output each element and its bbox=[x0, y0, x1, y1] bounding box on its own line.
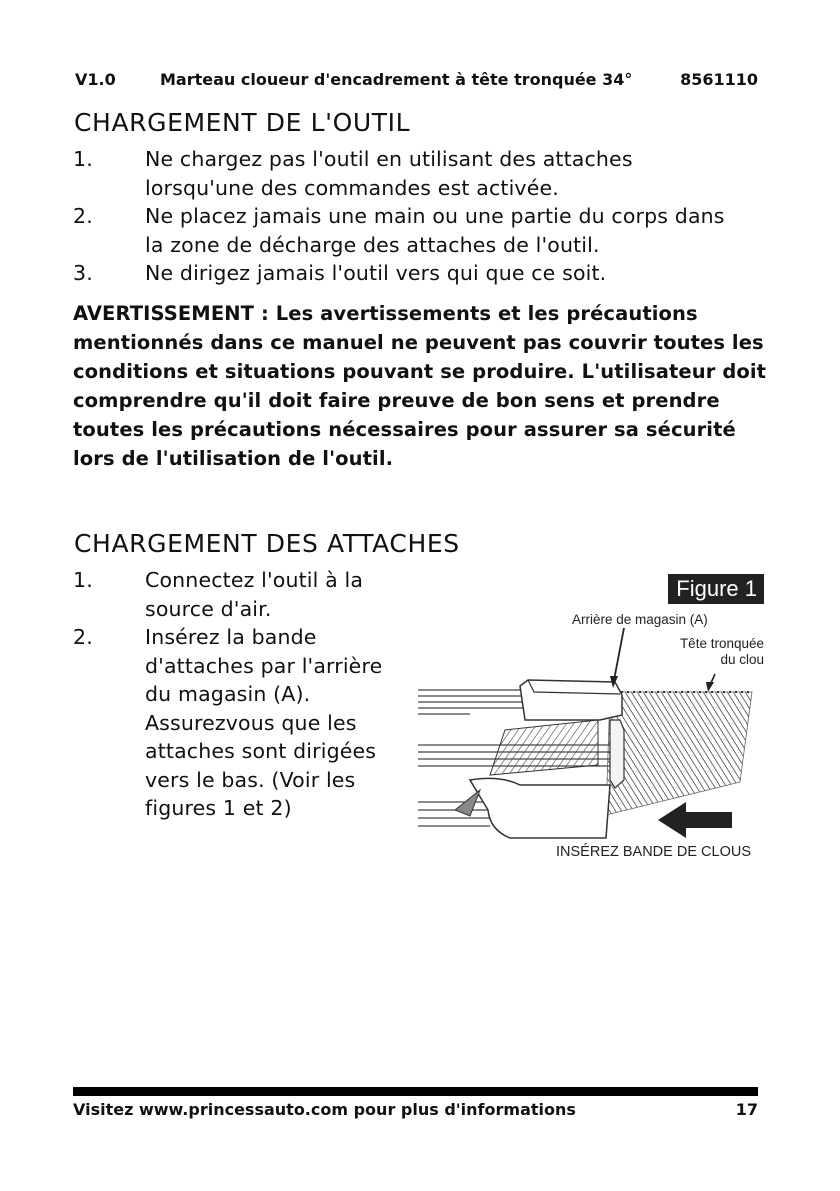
model-number: 8561110 bbox=[680, 70, 758, 89]
callout-magazine-rear: Arrière de magasin (A) bbox=[572, 612, 708, 627]
callout-clipped-head bbox=[680, 636, 764, 668]
section-heading-attaches: CHARGEMENT DES ATTACHES bbox=[74, 529, 460, 558]
steps-list-outil bbox=[73, 145, 733, 288]
callout-clipped-head-line1: Tête tronquée bbox=[679, 636, 764, 651]
steps-list-attaches bbox=[73, 566, 413, 823]
list-item bbox=[73, 623, 413, 823]
step-text: Ne dirigez jamais l'outil vers qui que ce soit. bbox=[145, 261, 607, 285]
step-number: 1. bbox=[73, 568, 93, 592]
step-text: Ne placez jamais une main ou une partie du corps dans la zone de décharge des attaches de l'outil. bbox=[145, 204, 725, 257]
step-number: 3. bbox=[73, 261, 93, 285]
figure-label: Figure 1 bbox=[668, 574, 764, 604]
product-title: Marteau cloueur d'encadrement à tête tronquée 34° bbox=[160, 70, 633, 89]
section-heading-outil: CHARGEMENT DE L'OUTIL bbox=[74, 108, 411, 137]
figure-1 bbox=[410, 570, 770, 870]
version-label: V1.0 bbox=[75, 70, 116, 89]
list-item bbox=[73, 202, 733, 259]
step-text: Connectez l'outil à la source d'air. bbox=[145, 568, 364, 621]
warning-paragraph: AVERTISSEMENT : Les avertissements et les précautions mentionnés dans ce manuel ne peuvent pas couvrir toutes les conditions et situations pouvant se produire. L'utilisateur doit comprendre qu'il doit faire preuve de bon sens et prendre toutes les précautions nécessaires pour assurer sa sécurité lors de l'utilisation de l'outil. bbox=[73, 302, 767, 470]
step-number: 1. bbox=[73, 147, 93, 171]
list-item bbox=[73, 259, 733, 288]
footer-visit-text: Visitez www.princessauto.com pour plus d'informations bbox=[73, 1100, 576, 1119]
list-item bbox=[73, 145, 733, 202]
step-number: 2. bbox=[73, 204, 93, 228]
callout-clipped-head-line2: du clou bbox=[720, 652, 764, 667]
step-text: Insérez la bande d'attaches par l'arrière du magasin (A). Assurezvous que les attaches sont dirigées vers le bas. (Voir les figures 1 et 2) bbox=[145, 625, 383, 820]
footer-divider bbox=[73, 1087, 758, 1096]
page-header bbox=[75, 70, 758, 92]
page-number: 17 bbox=[735, 1100, 758, 1119]
step-number: 2. bbox=[73, 625, 93, 649]
list-item bbox=[73, 566, 413, 623]
step-text: Ne chargez pas l'outil en utilisant des attaches lorsqu'une des commandes est activée. bbox=[145, 147, 633, 200]
callout-insert-strip: INSÉREZ BANDE DE CLOUS bbox=[556, 844, 751, 860]
